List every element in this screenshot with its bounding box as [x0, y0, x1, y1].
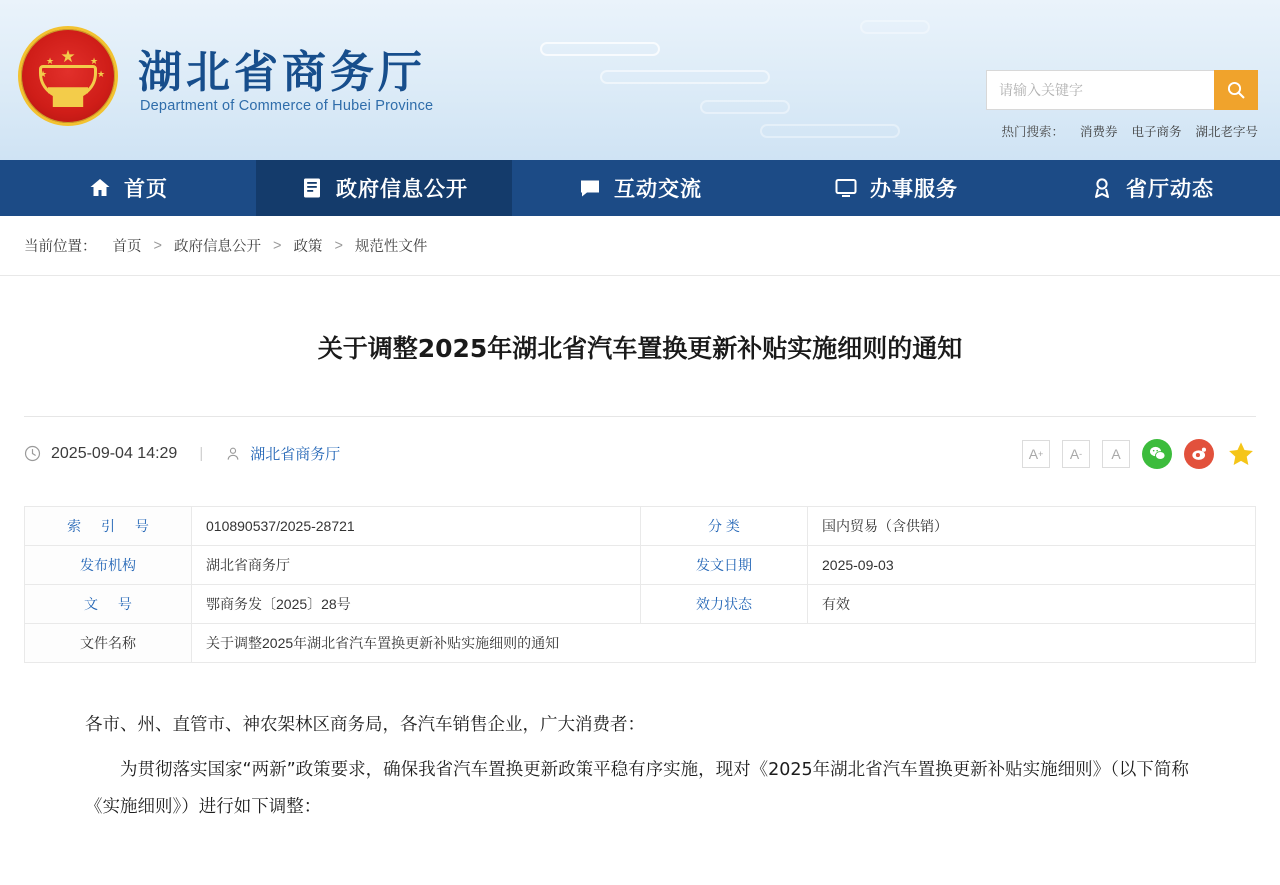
- national-emblem-icon: [18, 26, 118, 126]
- info-key-category: 分 类: [641, 507, 808, 546]
- breadcrumb-item-3[interactable]: 政策: [293, 239, 323, 255]
- clock-icon: [24, 445, 41, 462]
- nav-item-government-info[interactable]: [256, 160, 512, 216]
- hot-search-item-1[interactable]: 消费券: [1079, 125, 1118, 139]
- info-value-index: 010890537/2025-28721: [192, 507, 641, 546]
- article-tools: [1022, 439, 1256, 469]
- nav-item-label: 首页: [124, 177, 168, 201]
- info-value-issue-date: 2025-09-03: [808, 546, 1256, 585]
- table-row: [25, 546, 1256, 585]
- font-increase-button[interactable]: A +: [1022, 440, 1050, 468]
- site-header: [0, 0, 1280, 160]
- hot-search-item-3[interactable]: 湖北老字号: [1195, 125, 1258, 139]
- document-info-table: [24, 506, 1256, 663]
- search-input[interactable]: [986, 70, 1214, 110]
- info-value-status: 有效: [808, 585, 1256, 624]
- badge-icon: [1090, 176, 1114, 200]
- publish-time: 2025-09-04 14:29: [51, 444, 178, 462]
- table-row: [25, 507, 1256, 546]
- decorative-cloud: [860, 20, 930, 34]
- emblem-star-small: ★: [46, 56, 55, 66]
- share-weibo-button[interactable]: [1184, 439, 1214, 469]
- monitor-icon: [834, 176, 858, 200]
- nav-item-news[interactable]: [1024, 160, 1280, 216]
- home-icon: [88, 176, 112, 200]
- site-title: 湖北省商务厅: [138, 47, 426, 98]
- source-icon: [225, 446, 241, 462]
- breadcrumb-item-4[interactable]: 规范性文件: [354, 239, 428, 255]
- article-meta: [24, 416, 1256, 490]
- breadcrumb-item-2[interactable]: 政府信息公开: [173, 239, 261, 255]
- info-key-status: 效力状态: [641, 585, 808, 624]
- page-title: 关于调整2025年湖北省汽车置换更新补贴实施细则的通知: [317, 334, 963, 363]
- hot-search-item-2[interactable]: 电子商务: [1131, 125, 1182, 139]
- nav-item-label: 政府信息公开: [336, 177, 468, 201]
- search-box[interactable]: [986, 70, 1258, 110]
- article-paragraph: 为贯彻落实国家“两新”政策要求，确保我省汽车置换更新政策平稳有序实施，现对《2025年湖北省汽车置换更新补贴实施细则》（以下简称《实施细则》）进行如下调整：: [85, 759, 1189, 817]
- document-icon: [300, 176, 324, 200]
- meta-divider: |: [199, 445, 204, 462]
- table-row: [25, 585, 1256, 624]
- hot-search-label: 热门搜索：: [1001, 125, 1064, 139]
- emblem-star-small: ★: [97, 69, 106, 79]
- wechat-icon: [1148, 444, 1167, 463]
- decorative-cloud: [600, 70, 770, 84]
- search-button[interactable]: [1214, 70, 1258, 110]
- emblem-star-small: ★: [39, 69, 48, 79]
- info-value-doc-number: 鄂商务发〔2025〕28号: [192, 585, 641, 624]
- emblem-star-large: ★: [60, 47, 76, 66]
- share-wechat-button[interactable]: [1142, 439, 1172, 469]
- decorative-cloud: [540, 42, 660, 56]
- breadcrumb: [0, 216, 1280, 276]
- breadcrumb-item-1[interactable]: 首页: [112, 239, 142, 255]
- breadcrumb-separator: >: [334, 237, 343, 254]
- nav-item-home[interactable]: [0, 160, 256, 216]
- article-source[interactable]: 湖北省商务厅: [250, 446, 341, 463]
- font-default-button[interactable]: A: [1102, 440, 1130, 468]
- article-meta-left: [24, 443, 340, 464]
- qzone-icon: [1227, 440, 1255, 468]
- chat-icon: [578, 176, 602, 200]
- info-key-index: 索 引 号: [25, 507, 192, 546]
- breadcrumb-separator: >: [272, 237, 282, 254]
- main-nav: [0, 160, 1280, 216]
- emblem-gate: [48, 87, 88, 107]
- breadcrumb-separator: >: [153, 237, 162, 254]
- info-key-filename: 文件名称: [25, 624, 192, 663]
- nav-item-label: 省厅动态: [1126, 177, 1214, 201]
- font-decrease-button[interactable]: A -: [1062, 440, 1090, 468]
- info-value-category: 国内贸易（含供销）: [808, 507, 1256, 546]
- table-row: [25, 624, 1256, 663]
- search-icon: [1226, 80, 1246, 100]
- article-body: [85, 707, 1195, 825]
- nav-item-interaction[interactable]: [512, 160, 768, 216]
- breadcrumb-label: 当前位置：: [24, 239, 97, 255]
- info-key-issuer: 发布机构: [25, 546, 192, 585]
- site-subtitle: Department of Commerce of Hubei Province: [140, 98, 434, 114]
- info-value-issuer: 湖北省商务厅: [192, 546, 641, 585]
- info-value-filename: 关于调整2025年湖北省汽车置换更新补贴实施细则的通知: [192, 624, 1256, 663]
- decorative-cloud: [700, 100, 790, 114]
- decorative-cloud: [760, 124, 900, 138]
- info-key-doc-number: 文 号: [25, 585, 192, 624]
- article-paragraph: 各市、州、直管市、神农架林区商务局，各汽车销售企业，广大消费者：: [85, 715, 645, 735]
- weibo-icon: [1190, 444, 1209, 463]
- nav-item-services[interactable]: [768, 160, 1024, 216]
- share-qzone-button[interactable]: [1226, 439, 1256, 469]
- hot-search: [1001, 122, 1258, 140]
- info-key-issue-date: 发文日期: [641, 546, 808, 585]
- nav-item-label: 互动交流: [614, 177, 702, 201]
- nav-item-label: 办事服务: [870, 177, 958, 201]
- emblem-star-small: ★: [90, 56, 99, 66]
